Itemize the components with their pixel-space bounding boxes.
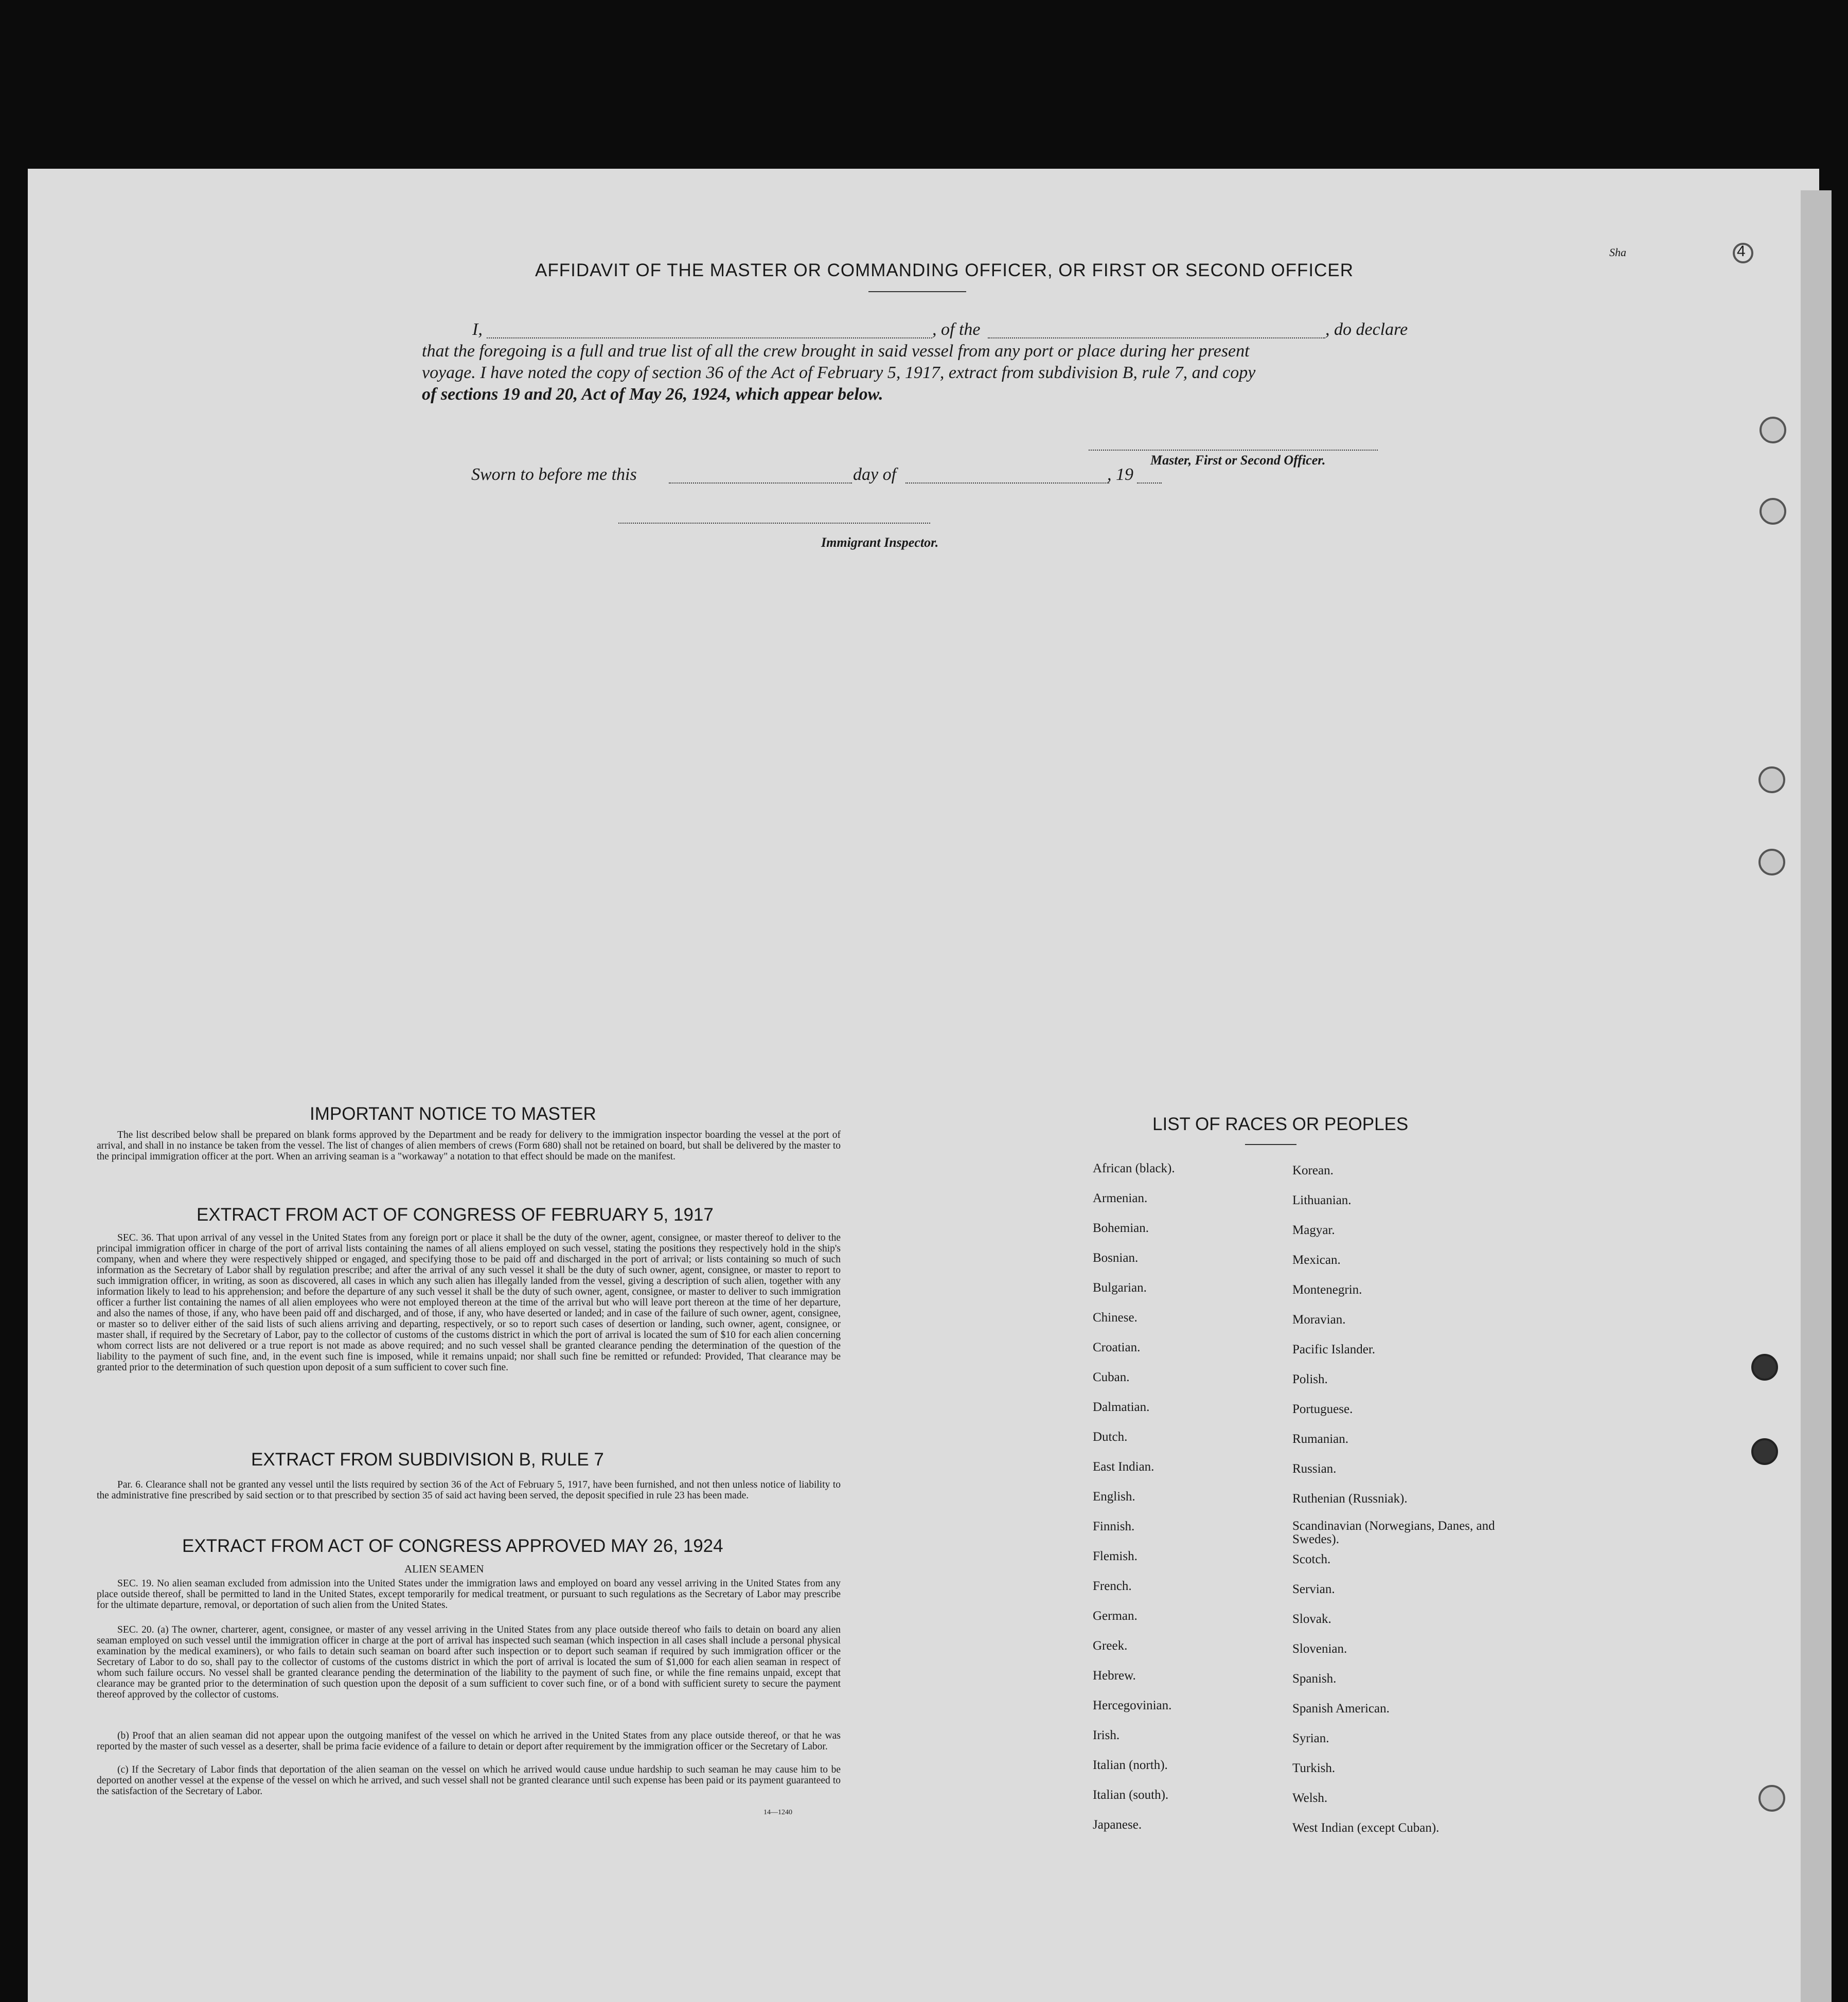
race-item: Syrian. — [1292, 1731, 1329, 1745]
binder-hole — [1758, 766, 1785, 793]
race-item: Scandinavian (Norwegians, Danes, and Swedes). — [1292, 1519, 1495, 1546]
vessel-blank[interactable] — [988, 337, 1325, 338]
race-item: Pacific Islander. — [1292, 1343, 1376, 1356]
sworn-month-blank[interactable] — [905, 482, 1109, 484]
back-sheet-edge — [1801, 190, 1832, 2002]
affidavit-line-3: voyage. I have noted the copy of section 36 of the Act of February 5, 1917, extract from subdivision B, rule 7, and copy — [422, 363, 1256, 382]
master-caption: Master, First or Second Officer. — [1150, 453, 1326, 468]
race-item: Montenegrin. — [1292, 1283, 1362, 1297]
race-item: Magyar. — [1292, 1223, 1335, 1237]
race-item: Hebrew. — [1093, 1669, 1136, 1683]
binder-hole — [1751, 1354, 1778, 1381]
race-item: Servian. — [1292, 1582, 1335, 1596]
race-item: Dutch. — [1093, 1430, 1128, 1444]
sworn-year-blank[interactable] — [1137, 482, 1162, 484]
inspector-signature-line[interactable] — [618, 523, 930, 524]
race-item: Ruthenian (Russniak). — [1292, 1492, 1408, 1506]
binder-hole — [1760, 498, 1786, 525]
binder-hole — [1758, 849, 1785, 875]
race-item: Welsh. — [1292, 1791, 1328, 1805]
race-item: East Indian. — [1093, 1460, 1154, 1474]
race-item: Turkish. — [1292, 1761, 1336, 1775]
form-sheet — [28, 169, 1819, 2002]
race-item: African (black). — [1093, 1161, 1175, 1175]
race-item: German. — [1093, 1609, 1138, 1623]
notice-title: IMPORTANT NOTICE TO MASTER — [310, 1104, 596, 1124]
binder-hole — [1758, 1785, 1785, 1812]
sec20c-body: (c) If the Secretary of Labor finds that deportation of the alien seaman on the vessel on which he arrived would cause undue hardship to such seaman he may cause him to be deported on another vessel at the expense of the vessel on which he arrived, and such vessel shall not be granted clearance until such expense has been paid or its payment guaranteed to the satisfaction of the Secretary of Labor. — [97, 1764, 841, 1797]
rule7-body: Par. 6. Clearance shall not be granted any vessel until the lists required by section 36 of the Act of February 5, 1917, have been furnished, and not then unless notice of liability to the administrative fine prescribed by said section or to that prescribed by section 35 of said act having been served, the deposit specified in rule 23 has been made. — [97, 1479, 841, 1501]
races-title: LIST OF RACES OR PEOPLES — [1152, 1114, 1409, 1134]
sworn-text: Sworn to before me this — [471, 465, 637, 484]
race-item: Bohemian. — [1093, 1221, 1149, 1235]
notice-body: The list described below shall be prepared on blank forms approved by the Department and be ready for delivery to the immigration inspector boarding the vessel at the port of arrival, and shall in no instance be taken from the vessel. The list of changes of alien members of crews (Form 680) shall not be retained on board, but shall be delivered by the master to the principal immigration officer at the port. When an arriving seaman is a "workaway" a notation to that effect should be made on the manifest. — [97, 1130, 841, 1162]
race-item: Polish. — [1292, 1372, 1328, 1386]
race-item: Spanish. — [1292, 1672, 1337, 1686]
race-item: Mexican. — [1292, 1253, 1341, 1267]
page-number: 4 — [1737, 243, 1746, 260]
year-text: , 19 — [1107, 465, 1133, 484]
race-item: Italian (south). — [1093, 1788, 1169, 1802]
affidavit-of-the: , of the — [932, 320, 981, 339]
race-item: Finnish. — [1093, 1520, 1135, 1533]
race-item: Italian (north). — [1093, 1758, 1168, 1772]
race-item: Bosnian. — [1093, 1251, 1139, 1265]
master-signature-line[interactable] — [1089, 450, 1378, 451]
race-item: Portuguese. — [1292, 1402, 1353, 1416]
race-item: French. — [1093, 1579, 1132, 1593]
extract-1924-title: EXTRACT FROM ACT OF CONGRESS APPROVED MAY 26, 1924 — [182, 1536, 723, 1556]
name-blank[interactable] — [487, 337, 932, 338]
sec20b-body: (b) Proof that an alien seaman did not appear upon the outgoing manifest of the vessel on which he arrived in the United States from any place outside thereof, or that he was reported by the master of such vessel as a deserter, shall be prima facie evidence of a failure to detain or deport after requirement by the immigration officer or the Secretary of Labor. — [97, 1730, 841, 1752]
title-rule — [868, 291, 966, 292]
race-item: Slovak. — [1292, 1612, 1331, 1626]
race-item: Cuban. — [1093, 1370, 1130, 1384]
race-item: Korean. — [1292, 1164, 1334, 1177]
sworn-day-blank[interactable] — [669, 482, 852, 484]
race-item: Greek. — [1093, 1639, 1128, 1653]
race-item: Dalmatian. — [1093, 1400, 1150, 1414]
race-item: Armenian. — [1093, 1191, 1148, 1205]
sec19-body: SEC. 19. No alien seaman excluded from admission into the United States under the immigration laws and employed on board any vessel arriving in the United States from any place outside thereof, shall be permitted to land in the United States, except temporarily for medical treatment, or pursuant to such regulations as the Secretary of Labor may prescribe for the ultimate departure, removal, or deportation of such alien from the United States. — [97, 1578, 841, 1611]
alien-seamen-subtitle: ALIEN SEAMEN — [404, 1563, 484, 1575]
race-item: West Indian (except Cuban). — [1292, 1821, 1440, 1835]
race-item: Chinese. — [1093, 1311, 1138, 1325]
race-item: Lithuanian. — [1292, 1193, 1352, 1207]
race-item: Hercegovinian. — [1093, 1699, 1172, 1712]
race-item: Moravian. — [1292, 1313, 1346, 1327]
affidavit-line-4: of sections 19 and 20, Act of May 26, 1924, which appear below. — [422, 385, 883, 404]
affidavit-i: I, — [472, 320, 483, 339]
race-item: Croatian. — [1093, 1340, 1141, 1354]
race-item: Russian. — [1292, 1462, 1337, 1476]
races-rule — [1245, 1144, 1296, 1145]
affidavit-title: AFFIDAVIT OF THE MASTER OR COMMANDING OFFICER, OR FIRST OR SECOND OFFICER — [535, 260, 1354, 280]
sheet-marker: Sha — [1609, 246, 1626, 259]
race-item: Flemish. — [1093, 1549, 1138, 1563]
race-item: Rumanian. — [1292, 1432, 1349, 1446]
inspector-caption: Immigrant Inspector. — [821, 535, 939, 550]
rule7-title: EXTRACT FROM SUBDIVISION B, RULE 7 — [251, 1450, 604, 1470]
race-item: Bulgarian. — [1093, 1281, 1147, 1295]
affidavit-line-2: that the foregoing is a full and true list of all the crew brought in said vessel from any port or place during her present — [422, 342, 1250, 361]
race-item: English. — [1093, 1490, 1135, 1504]
race-item: Japanese. — [1093, 1818, 1142, 1832]
binder-hole — [1751, 1438, 1778, 1465]
race-item: Slovenian. — [1292, 1642, 1347, 1656]
race-item: Irish. — [1093, 1728, 1120, 1742]
extract-1917-body: SEC. 36. That upon arrival of any vessel in the United States from any foreign port or place it shall be the duty of the owner, agent, consignee, or master thereof to deliver to the principal immigration officer in charge of the port of arrival lists containing the names of all aliens employed on such vessel, stating the positions they respectively hold in the ship's company, when and where they were respectively shipped or engaged, and specifying those to be paid off and discharged in the port of arrival; or lists containing so much of such information as the Secretary of Labor shall by regulation prescribe; and after the arrival of any such vessel it shall be the duty of such owner, agent, consignee, or master to report to such immigration officer, in writing, as soon as discovered, all cases in which any such alien has illegally landed from the vessel, giving a description of such alien, together with any information likely to lead to his apprehension; and before the departure of any such vessel it shall be the duty of such owner, agent, consignee, or master to deliver to such immigration officer a further list containing the names of all alien employees who were not employed thereon at the time of the arrival but who will leave port thereon at the time of her departure, and also the names of those, if any, who have been paid off and discharged, and of those, if any, who have deserted or landed; and in case of the failure of such owner, agent, consignee, or master so to deliver either of the said lists of such aliens arriving and departing, respectively, or so to report such cases of desertion or landing, such owner, agent, consignee, or master shall, if required by the Secretary of Labor, pay to the collector of customs of the customs district in which the port of arrival is located the sum of $10 for each alien concerning whom correct lists are not delivered or a true report is not made as above required; and no such vessel shall be granted clearance pending the determination of the question of the liability to the payment of such fine, and, in the event such fine is imposed, while it remains unpaid; nor shall such fine be remitted or refunded: Provided, That clearance may be granted prior to the determination of such question upon deposit of a sum sufficient to cover such fine. — [97, 1232, 841, 1373]
extract-1917-title: EXTRACT FROM ACT OF CONGRESS OF FEBRUARY 5, 1917 — [197, 1205, 714, 1225]
affidavit-declare: , do declare — [1325, 320, 1408, 339]
binder-hole — [1760, 417, 1786, 443]
day-of-text: day of — [853, 465, 897, 484]
form-number: 14—1240 — [763, 1809, 792, 1816]
sec20a-body: SEC. 20. (a) The owner, charterer, agent, consignee, or master of any vessel arriving in the United States from any place outside thereof who fails to detain on board any alien seaman employed on such vessel until the immigration officer in charge at the port of arrival has inspected such seaman (which inspection in all cases shall include a personal physical examination by the medical examiners), or who fails to detain such seaman on board after such inspection or to deport such seaman if required by such immigration officer or the Secretary of Labor to do so, shall pay to the collector of customs of the customs district in which the port of arrival is located the sum of $1,000 for each alien seaman in respect of whom such failure occurs. No vessel shall be granted clearance pending the determination of the liability to the payment of such fine, or while the fine remains unpaid, except that clearance may be granted prior to the determination of such question upon the deposit of a sum sufficient to cover such fine, or of a bond with sufficient surety to secure the payment thereof approved by the collector of customs. — [97, 1624, 841, 1700]
race-item: Scotch. — [1292, 1552, 1331, 1566]
race-item: Spanish American. — [1292, 1702, 1390, 1715]
